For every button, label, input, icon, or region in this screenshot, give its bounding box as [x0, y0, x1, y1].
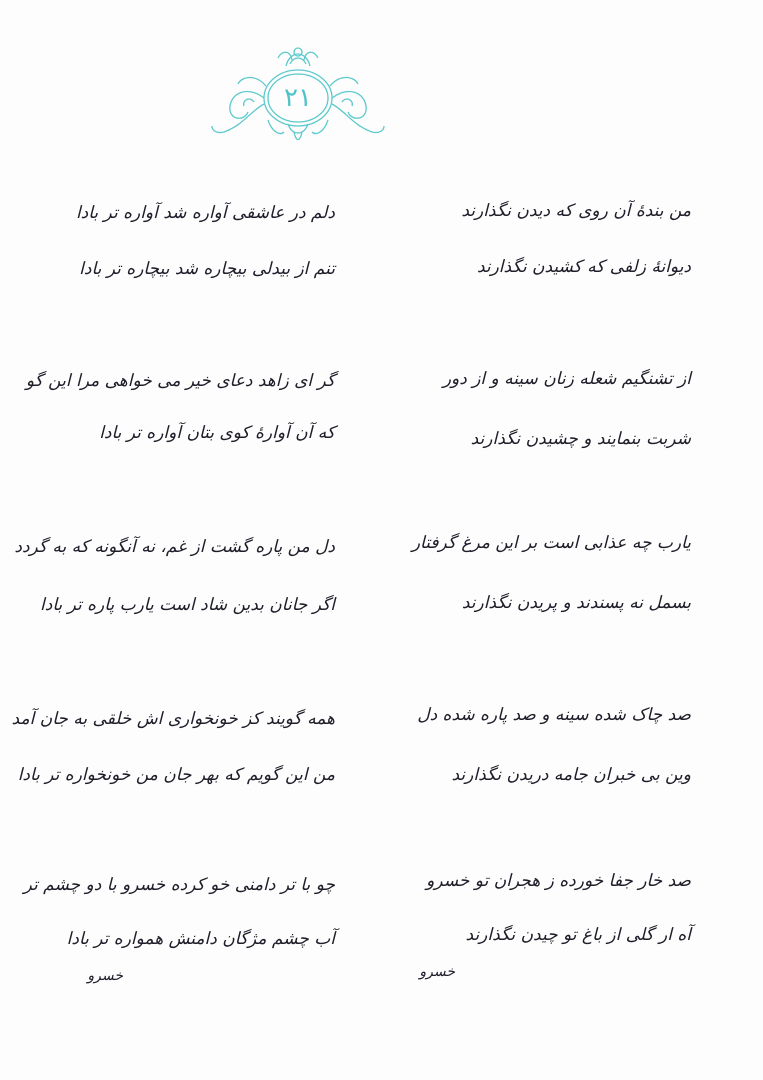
- verse-line: از تشنگیم شعله زنان سینه و از دور: [442, 369, 691, 389]
- verse-line: من بندهٔ آن روی که دیدن نگذارند: [461, 201, 691, 221]
- verse-line: وین بی خبران جامه دریدن نگذارند: [451, 765, 691, 785]
- verse-line: دلم در عاشقی آواره شد آواره تر بادا: [75, 203, 335, 223]
- verse-line: تنم از بیدلی بیچاره شد بیچاره تر بادا: [79, 259, 335, 279]
- verse-line: بسمل نه پسندند و پریدن نگذارند: [461, 593, 691, 613]
- verse-line: دیوانهٔ زلفی که کشیدن نگذارند: [476, 257, 691, 277]
- verse-line: صد چاک شده سینه و صد پاره شده دل: [417, 705, 691, 725]
- signature-left: خسرو: [87, 968, 123, 984]
- verse-line: یارب چه عذابی است بر این مرغ گرفتار: [411, 533, 691, 553]
- verse-line: آب چشم مژگان دامنش همواره تر بادا: [66, 929, 335, 949]
- verse-line: گر ای زاهد دعای خیر می خواهی مرا این گو: [25, 371, 335, 391]
- verse-line: که آن آوارهٔ کوی بتان آواره تر بادا: [99, 423, 335, 443]
- signature-right: خسرو: [419, 964, 455, 980]
- page-number: ۲۱: [284, 83, 312, 113]
- verse-line: من این گویم که بهر جان من خونخواره تر بادا: [17, 765, 335, 785]
- verse-line: شربت بنمایند و چشیدن نگذارند: [470, 429, 691, 449]
- verse-line: همه گویند کز خونخواری اش خلقی به جان آمد: [11, 709, 335, 729]
- verse-line: آه ار گلی از باغ تو چیدن نگذارند: [465, 925, 691, 945]
- verse-line: دل من پاره گشت از غم، نه آنگونه که به گردد: [14, 537, 335, 557]
- verse-line: صد خار جفا خورده ز هجران تو خسرو: [426, 871, 691, 891]
- verse-line: اگر جانان بدین شاد است یارب پاره تر بادا: [40, 595, 335, 615]
- verse-line: چو با تر دامنی خو کرده خسرو با دو چشم تر: [23, 875, 335, 895]
